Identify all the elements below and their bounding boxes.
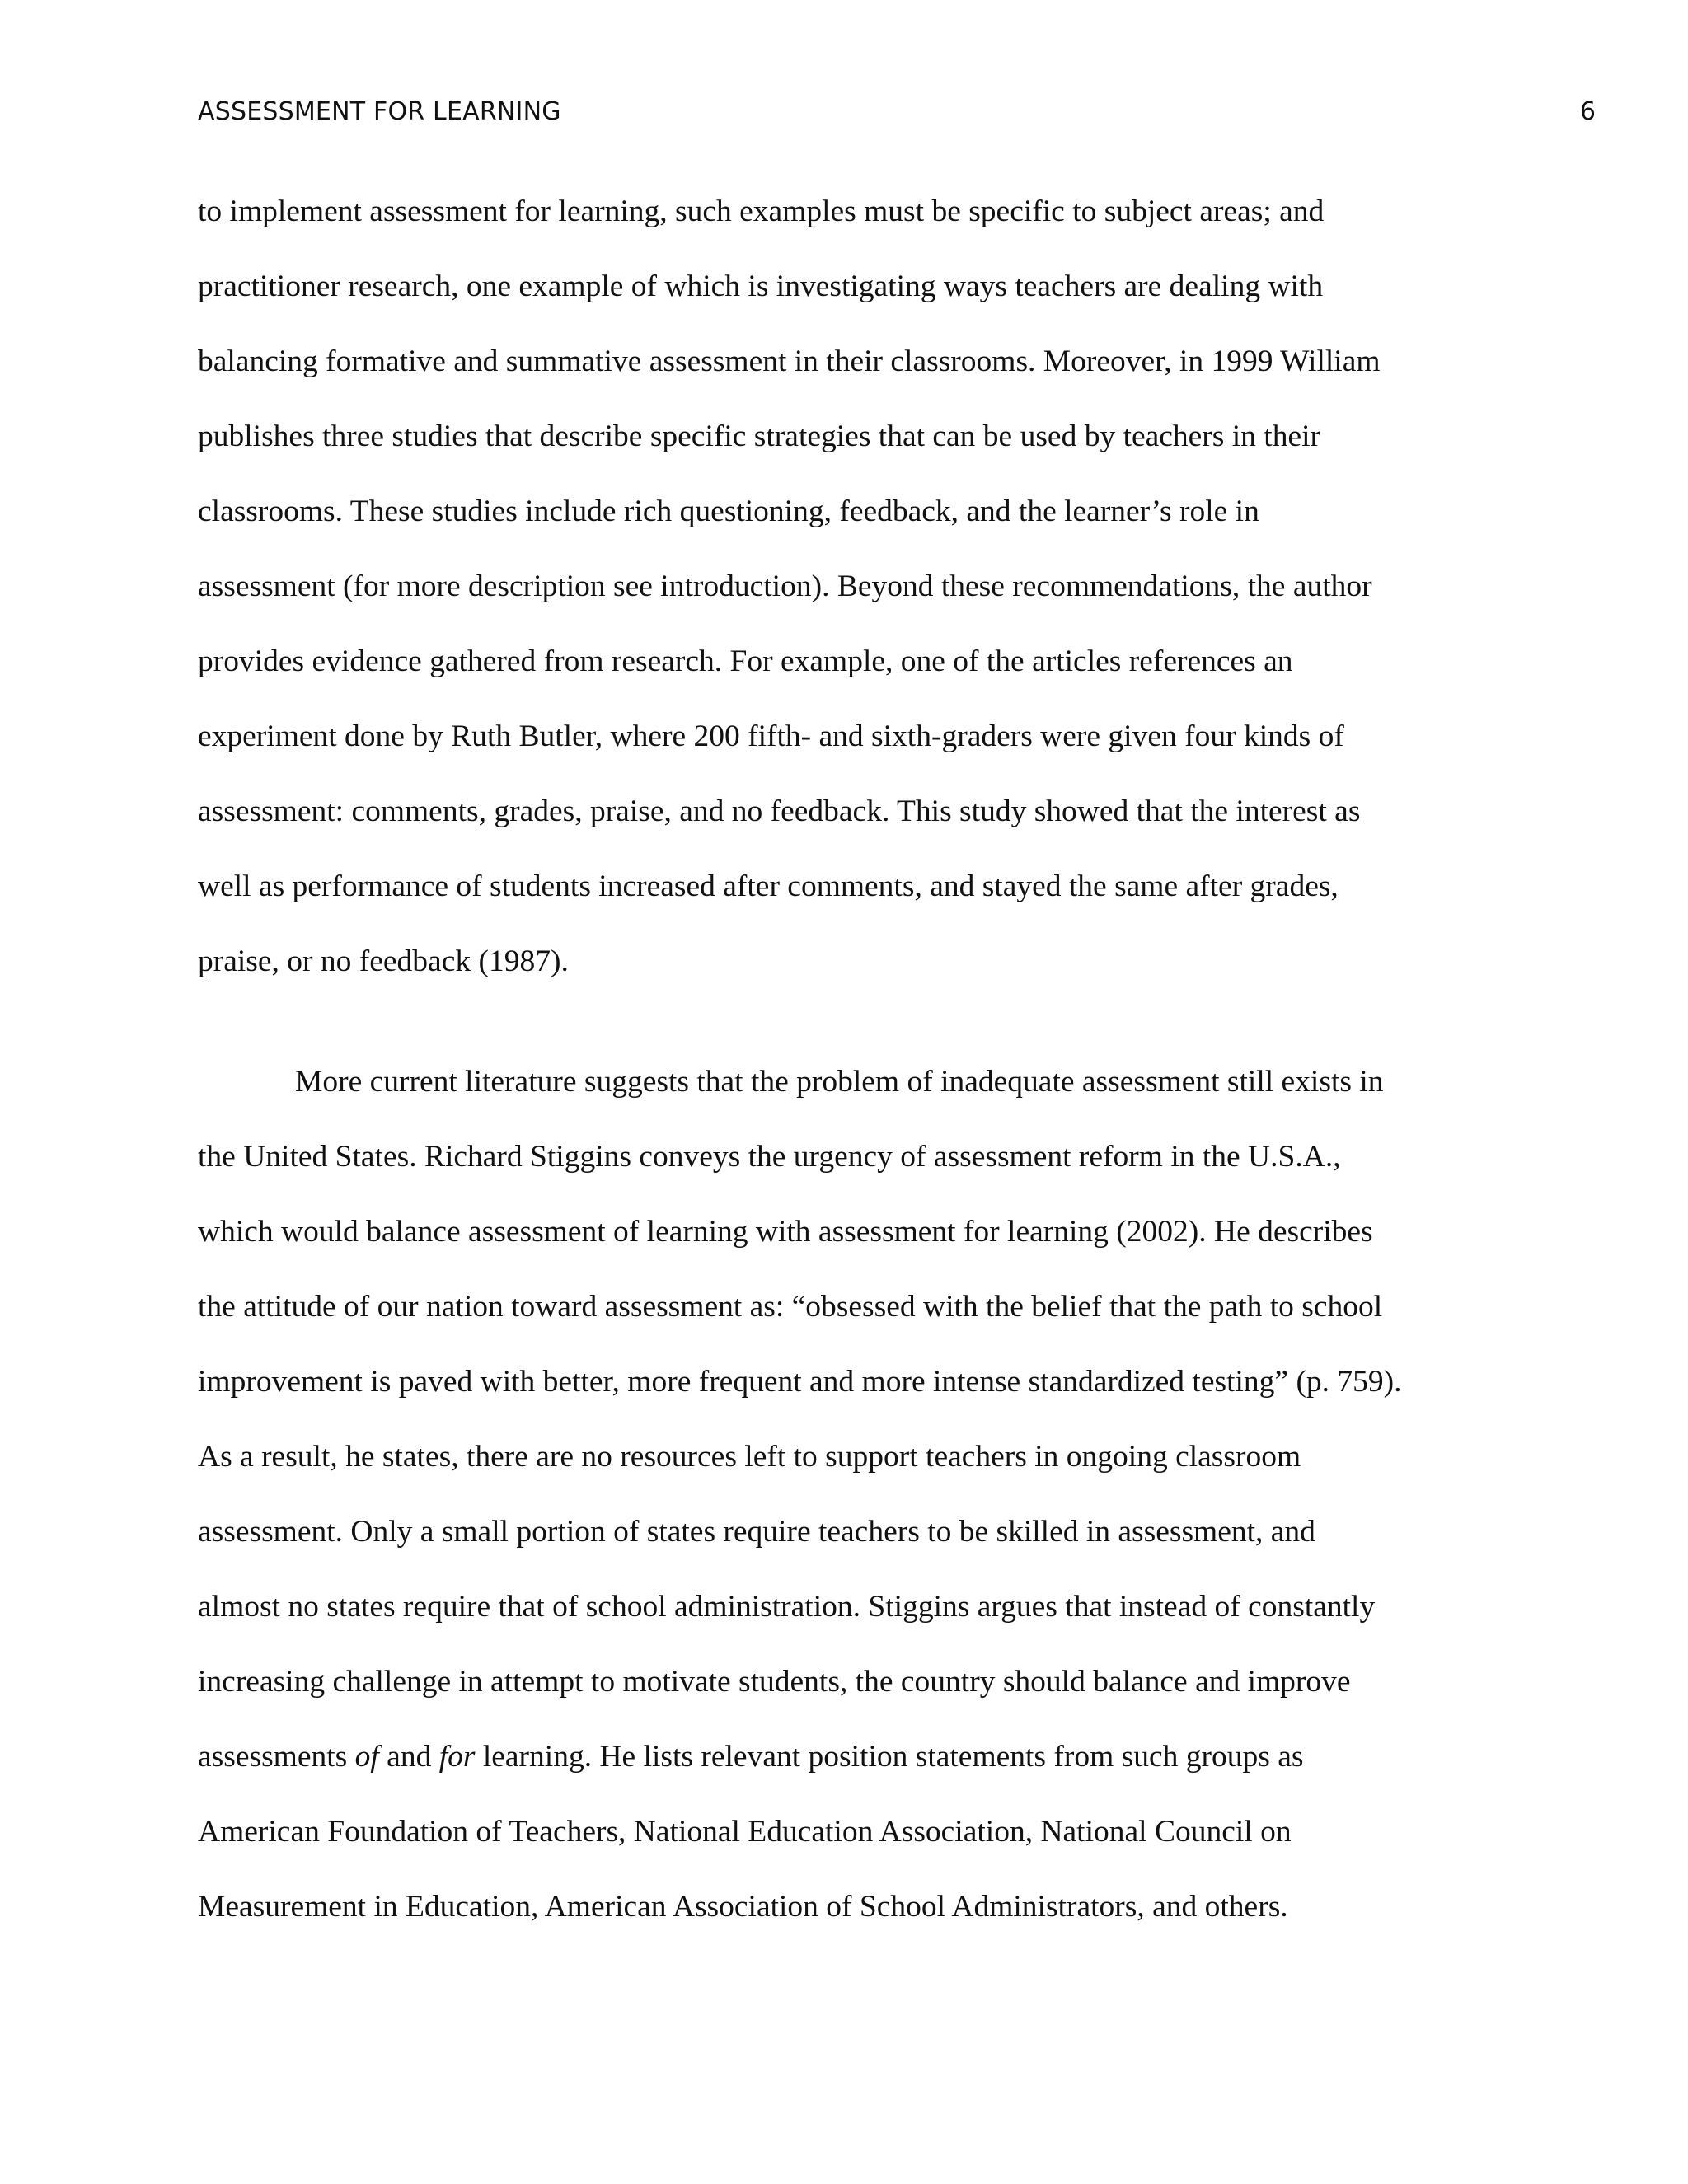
italic-word: for	[438, 1740, 476, 1774]
page-number: 6	[1579, 97, 1596, 126]
text-line: experiment done by Ruth Butler, where 200 fifth- and sixth-graders were given four kinds of	[198, 719, 1344, 753]
text-run: assessments	[198, 1740, 355, 1774]
text-line-with-italics	[198, 1738, 1303, 1776]
text-run: and	[378, 1740, 439, 1774]
text-line: provides evidence gathered from research. For example, one of the articles references an	[198, 644, 1293, 678]
text-line: assessment: comments, grades, praise, and no feedback. This study showed that the interest as	[198, 794, 1361, 828]
italic-word: of	[354, 1740, 379, 1774]
text-line: almost no states require that of school administration. Stiggins argues that instead of constantly	[198, 1590, 1376, 1624]
text-line: the attitude of our nation toward assessment as: “obsessed with the belief that the path to school	[198, 1290, 1383, 1324]
text-line: assessment. Only a small portion of states require teachers to be skilled in assessment, and	[198, 1515, 1315, 1549]
text-line: assessment (for more description see introduction). Beyond these recommendations, the author	[198, 569, 1372, 603]
text-line: well as performance of students increased after comments, and stayed the same after grades,	[198, 869, 1339, 903]
text-line: More current literature suggests that the problem of inadequate assessment still exists in	[295, 1065, 1384, 1099]
text-line: praise, or no feedback (1987).	[198, 944, 569, 978]
running-head: ASSESSMENT FOR LEARNING	[198, 97, 561, 126]
text-line: practitioner research, one example of which is investigating ways teachers are dealing with	[198, 269, 1324, 303]
text-line: American Foundation of Teachers, National Education Association, National Council on	[198, 1815, 1292, 1849]
text-run: learning. He lists relevant position statements from such groups as	[475, 1740, 1304, 1774]
text-line: classrooms. These studies include rich questioning, feedback, and the learner’s role in	[198, 494, 1259, 528]
text-line: balancing formative and summative assessment in their classrooms. Moreover, in 1999 William	[198, 344, 1381, 378]
text-line: increasing challenge in attempt to motivate students, the country should balance and improve	[198, 1665, 1351, 1699]
text-line: to implement assessment for learning, such examples must be specific to subject areas; and	[198, 194, 1325, 228]
text-line: the United States. Richard Stiggins conveys the urgency of assessment reform in the U.S.A.,	[198, 1140, 1341, 1174]
text-line: As a result, he states, there are no resources left to support teachers in ongoing classroom	[198, 1440, 1301, 1474]
text-line: Measurement in Education, American Association of School Administrators, and others.	[198, 1890, 1288, 1924]
text-line: improvement is paved with better, more frequent and more intense standardized testing” (p. 759).	[198, 1365, 1402, 1399]
text-line: publishes three studies that describe specific strategies that can be used by teachers in their	[198, 419, 1321, 453]
text-line: which would balance assessment of learning with assessment for learning (2002). He describes	[198, 1215, 1373, 1249]
